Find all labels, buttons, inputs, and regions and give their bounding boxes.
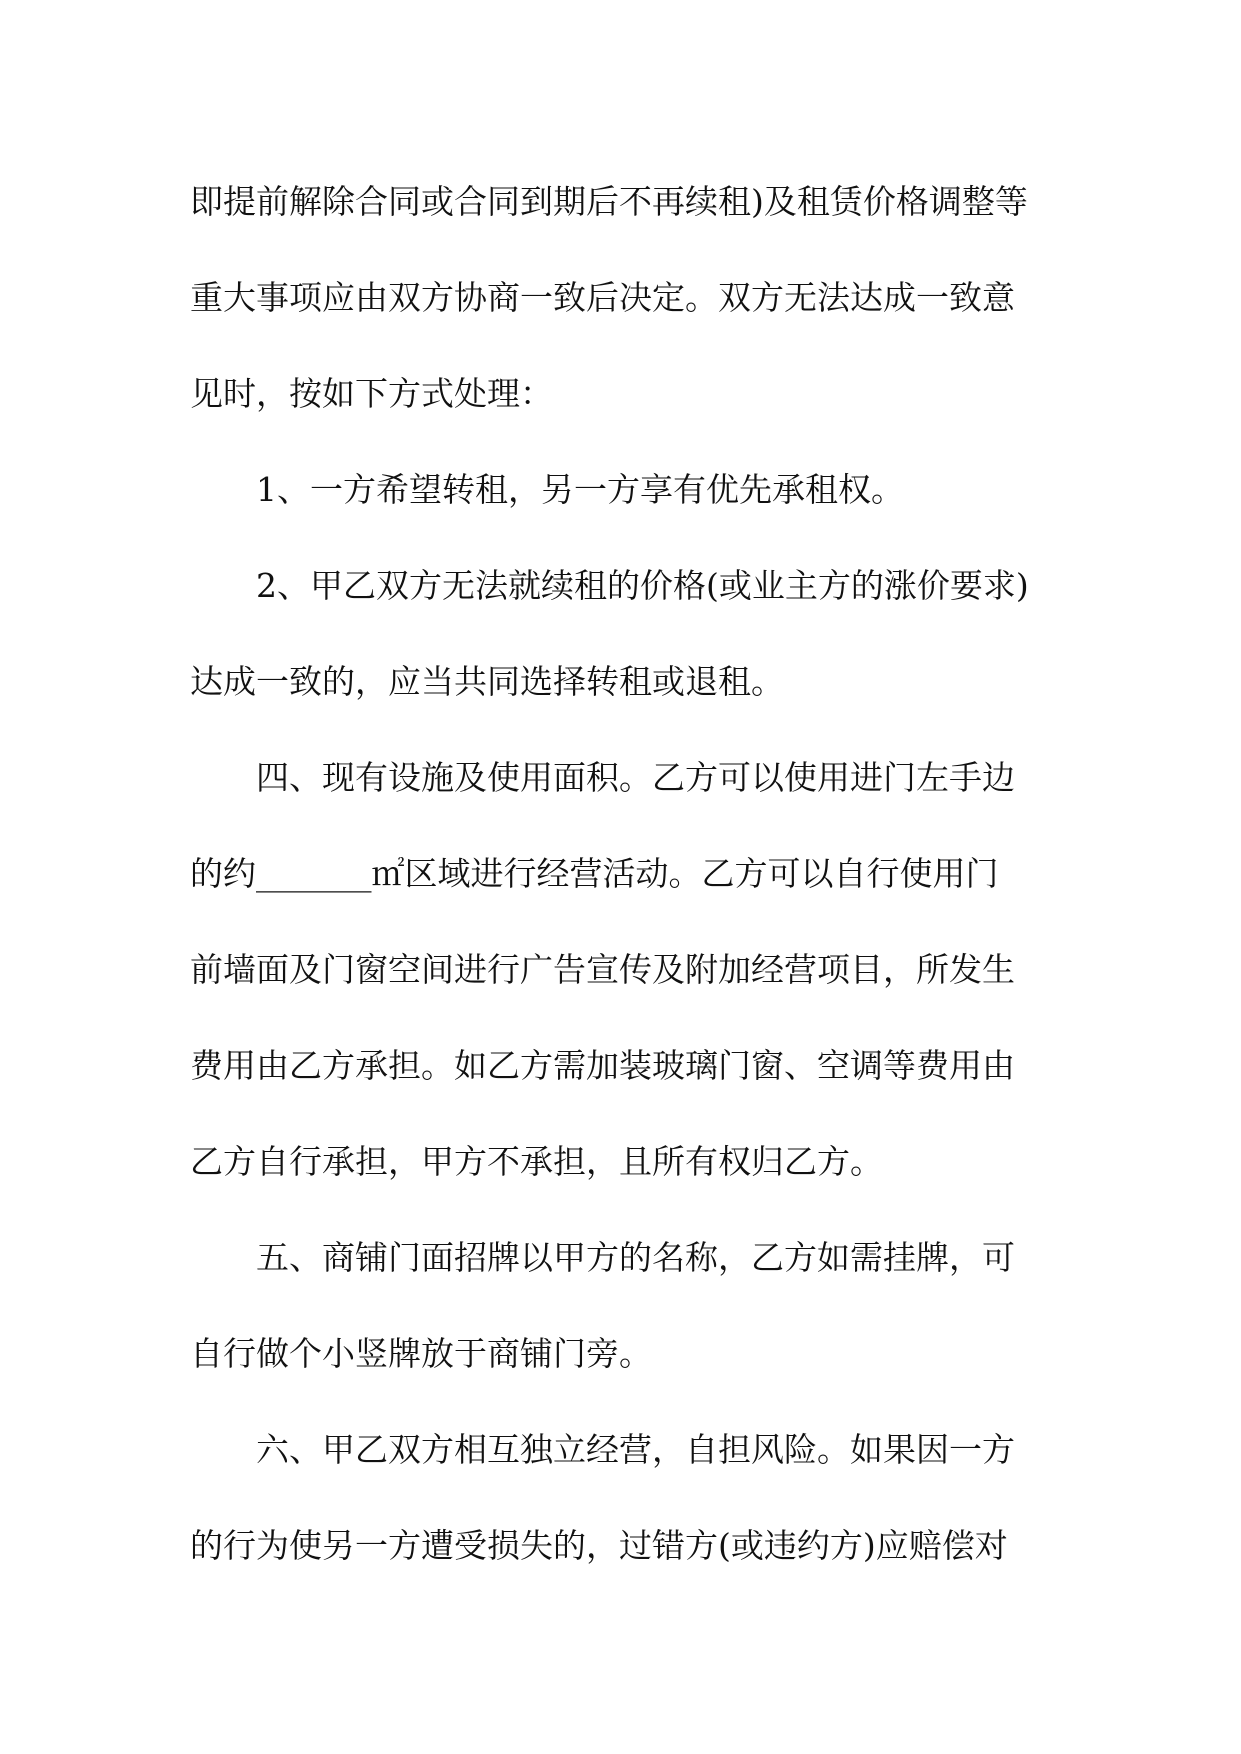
text-line: 的行为使另一方遭受损失的，过错方(或违约方)应赔偿对: [190, 1526, 1008, 1565]
text-line: 前墙面及门窗空间进行广告宣传及附加经营项目，所发生: [190, 950, 1015, 989]
text-line: 四、现有设施及使用面积。乙方可以使用进门左手边: [256, 758, 1015, 797]
text-line: 乙方自行承担，甲方不承担，且所有权归乙方。: [190, 1142, 883, 1181]
text-line: 见时，按如下方式处理：: [190, 374, 553, 413]
text-line: 的约_______㎡区域进行经营活动。乙方可以自行使用门: [190, 854, 999, 893]
text-line: 自行做个小竖牌放于商铺门旁。: [190, 1334, 652, 1373]
document-body: [190, 172, 1060, 1612]
text-line: 重大事项应由双方协商一致后决定。双方无法达成一致意: [190, 278, 1015, 317]
text-line: 费用由乙方承担。如乙方需加装玻璃门窗、空调等费用由: [190, 1046, 1015, 1085]
text-line: 即提前解除合同或合同到期后不再续租)及租赁价格调整等: [190, 182, 1028, 221]
text-line: 2、甲乙双方无法就续租的价格(或业主方的涨价要求): [256, 566, 1029, 605]
text-line: 达成一致的，应当共同选择转租或退租。: [190, 662, 784, 701]
text-line: 1、一方希望转租，另一方享有优先承租权。: [256, 470, 904, 509]
text-line: 五、商铺门面招牌以甲方的名称，乙方如需挂牌，可: [256, 1238, 1015, 1277]
text-line: 六、甲乙双方相互独立经营，自担风险。如果因一方: [256, 1430, 1015, 1469]
